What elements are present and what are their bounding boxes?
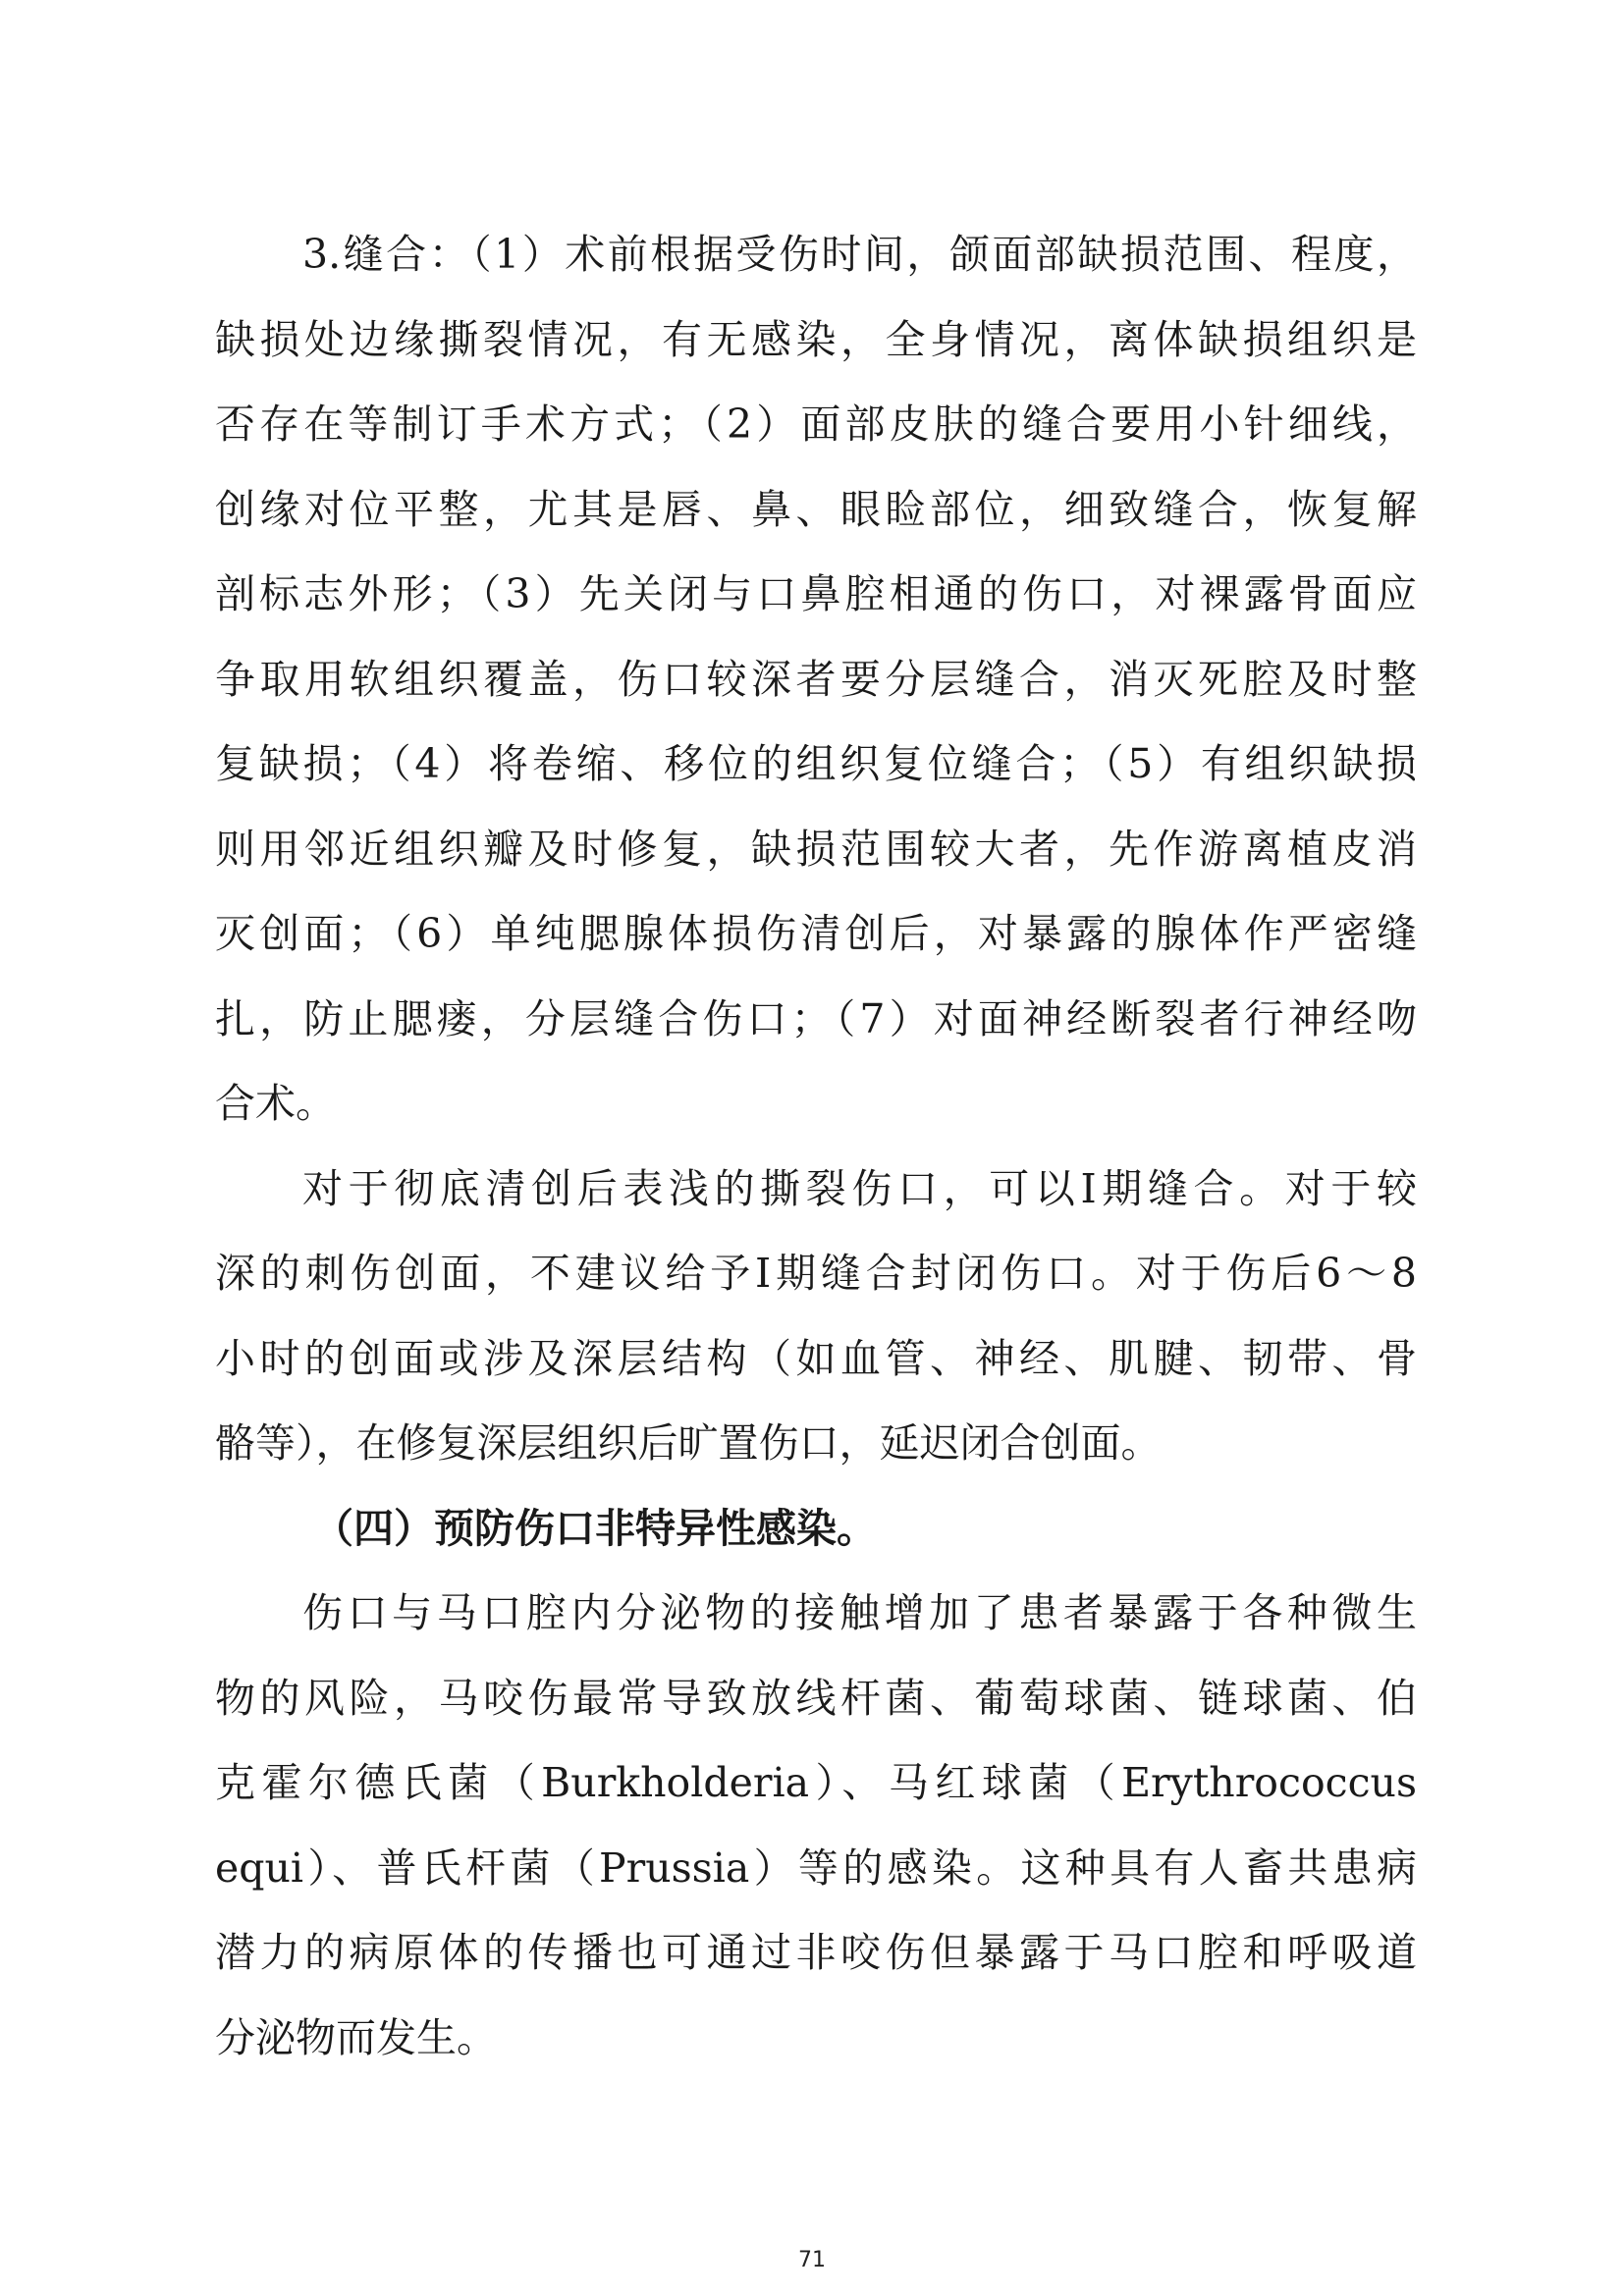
paragraph-1-line-9: 灭创面；（6）单纯腮腺体损伤清创后，对暴露的腺体作严密缝 (215, 910, 1417, 957)
paragraph-2-line-3: 小时的创面或涉及深层结构（如血管、神经、肌腱、韧带、骨 (215, 1334, 1417, 1382)
paragraph-1-line-4: 创缘对位平整，尤其是唇、鼻、眼睑部位，细致缝合，恢复解 (215, 485, 1417, 533)
paragraph-3-line-4: equi）、普氏杆菌（Prussia）等的感染。这种具有人畜共患病 (215, 1843, 1417, 1892)
paragraph-1-line-10: 扎，防止腮瘘，分层缝合伤口；（7）对面神经断裂者行神经吻 (215, 994, 1417, 1042)
paragraph-3-line-6: 分泌物而发生。 (215, 2013, 497, 2061)
paragraph-1-line-6: 争取用软组织覆盖，伤口较深者要分层缝合，消灭死腔及时整 (215, 655, 1417, 703)
paragraph-3-line-2: 物的风险，马咬伤最常导致放线杆菌、葡萄球菌、链球菌、伯 (215, 1674, 1417, 1722)
paragraph-1-line-5: 剖标志外形；（3）先关闭与口鼻腔相通的伤口，对裸露骨面应 (215, 570, 1417, 617)
paragraph-1-line-1: 3.缝合：（1）术前根据受伤时间，颌面部缺损范围、程度， (302, 231, 1417, 278)
paragraph-2-line-1: 对于彻底清创后表浅的撕裂伤口，可以Ⅰ期缝合。对于较 (302, 1164, 1417, 1212)
section-heading: （四）预防伤口非特异性感染。 (313, 1504, 877, 1552)
paragraph-2-line-4: 骼等），在修复深层组织后旷置伤口，延迟闭合创面。 (215, 1419, 1162, 1467)
paragraph-2-line-2: 深的刺伤创面，不建议给予Ⅰ期缝合封闭伤口。对于伤后6～8 (215, 1250, 1417, 1297)
paragraph-1-line-2: 缺损处边缘撕裂情况，有无感染，全身情况，离体缺损组织是 (215, 315, 1417, 363)
page-number: 71 (798, 2248, 826, 2272)
paragraph-1-line-7: 复缺损；（4）将卷缩、移位的组织复位缝合；（5）有组织缺损 (215, 740, 1417, 787)
paragraph-3-line-5: 潜力的病原体的传播也可通过非咬伤但暴露于马口腔和呼吸道 (215, 1929, 1417, 1976)
body-text (215, 212, 1417, 2080)
paragraph-1-line-3: 否存在等制订手术方式；（2）面部皮肤的缝合要用小针细线， (215, 400, 1417, 448)
paragraph-3-line-1: 伤口与马口腔内分泌物的接触增加了患者暴露于各种微生 (302, 1589, 1417, 1636)
paragraph-1-line-8: 则用邻近组织瓣及时修复，缺损范围较大者，先作游离植皮消 (215, 825, 1417, 873)
paragraph-1-line-11: 合术。 (215, 1080, 336, 1127)
paragraph-3-line-3: 克霍尔德氏菌（Burkholderia）、马红球菌（Erythrococcus (215, 1759, 1417, 1806)
